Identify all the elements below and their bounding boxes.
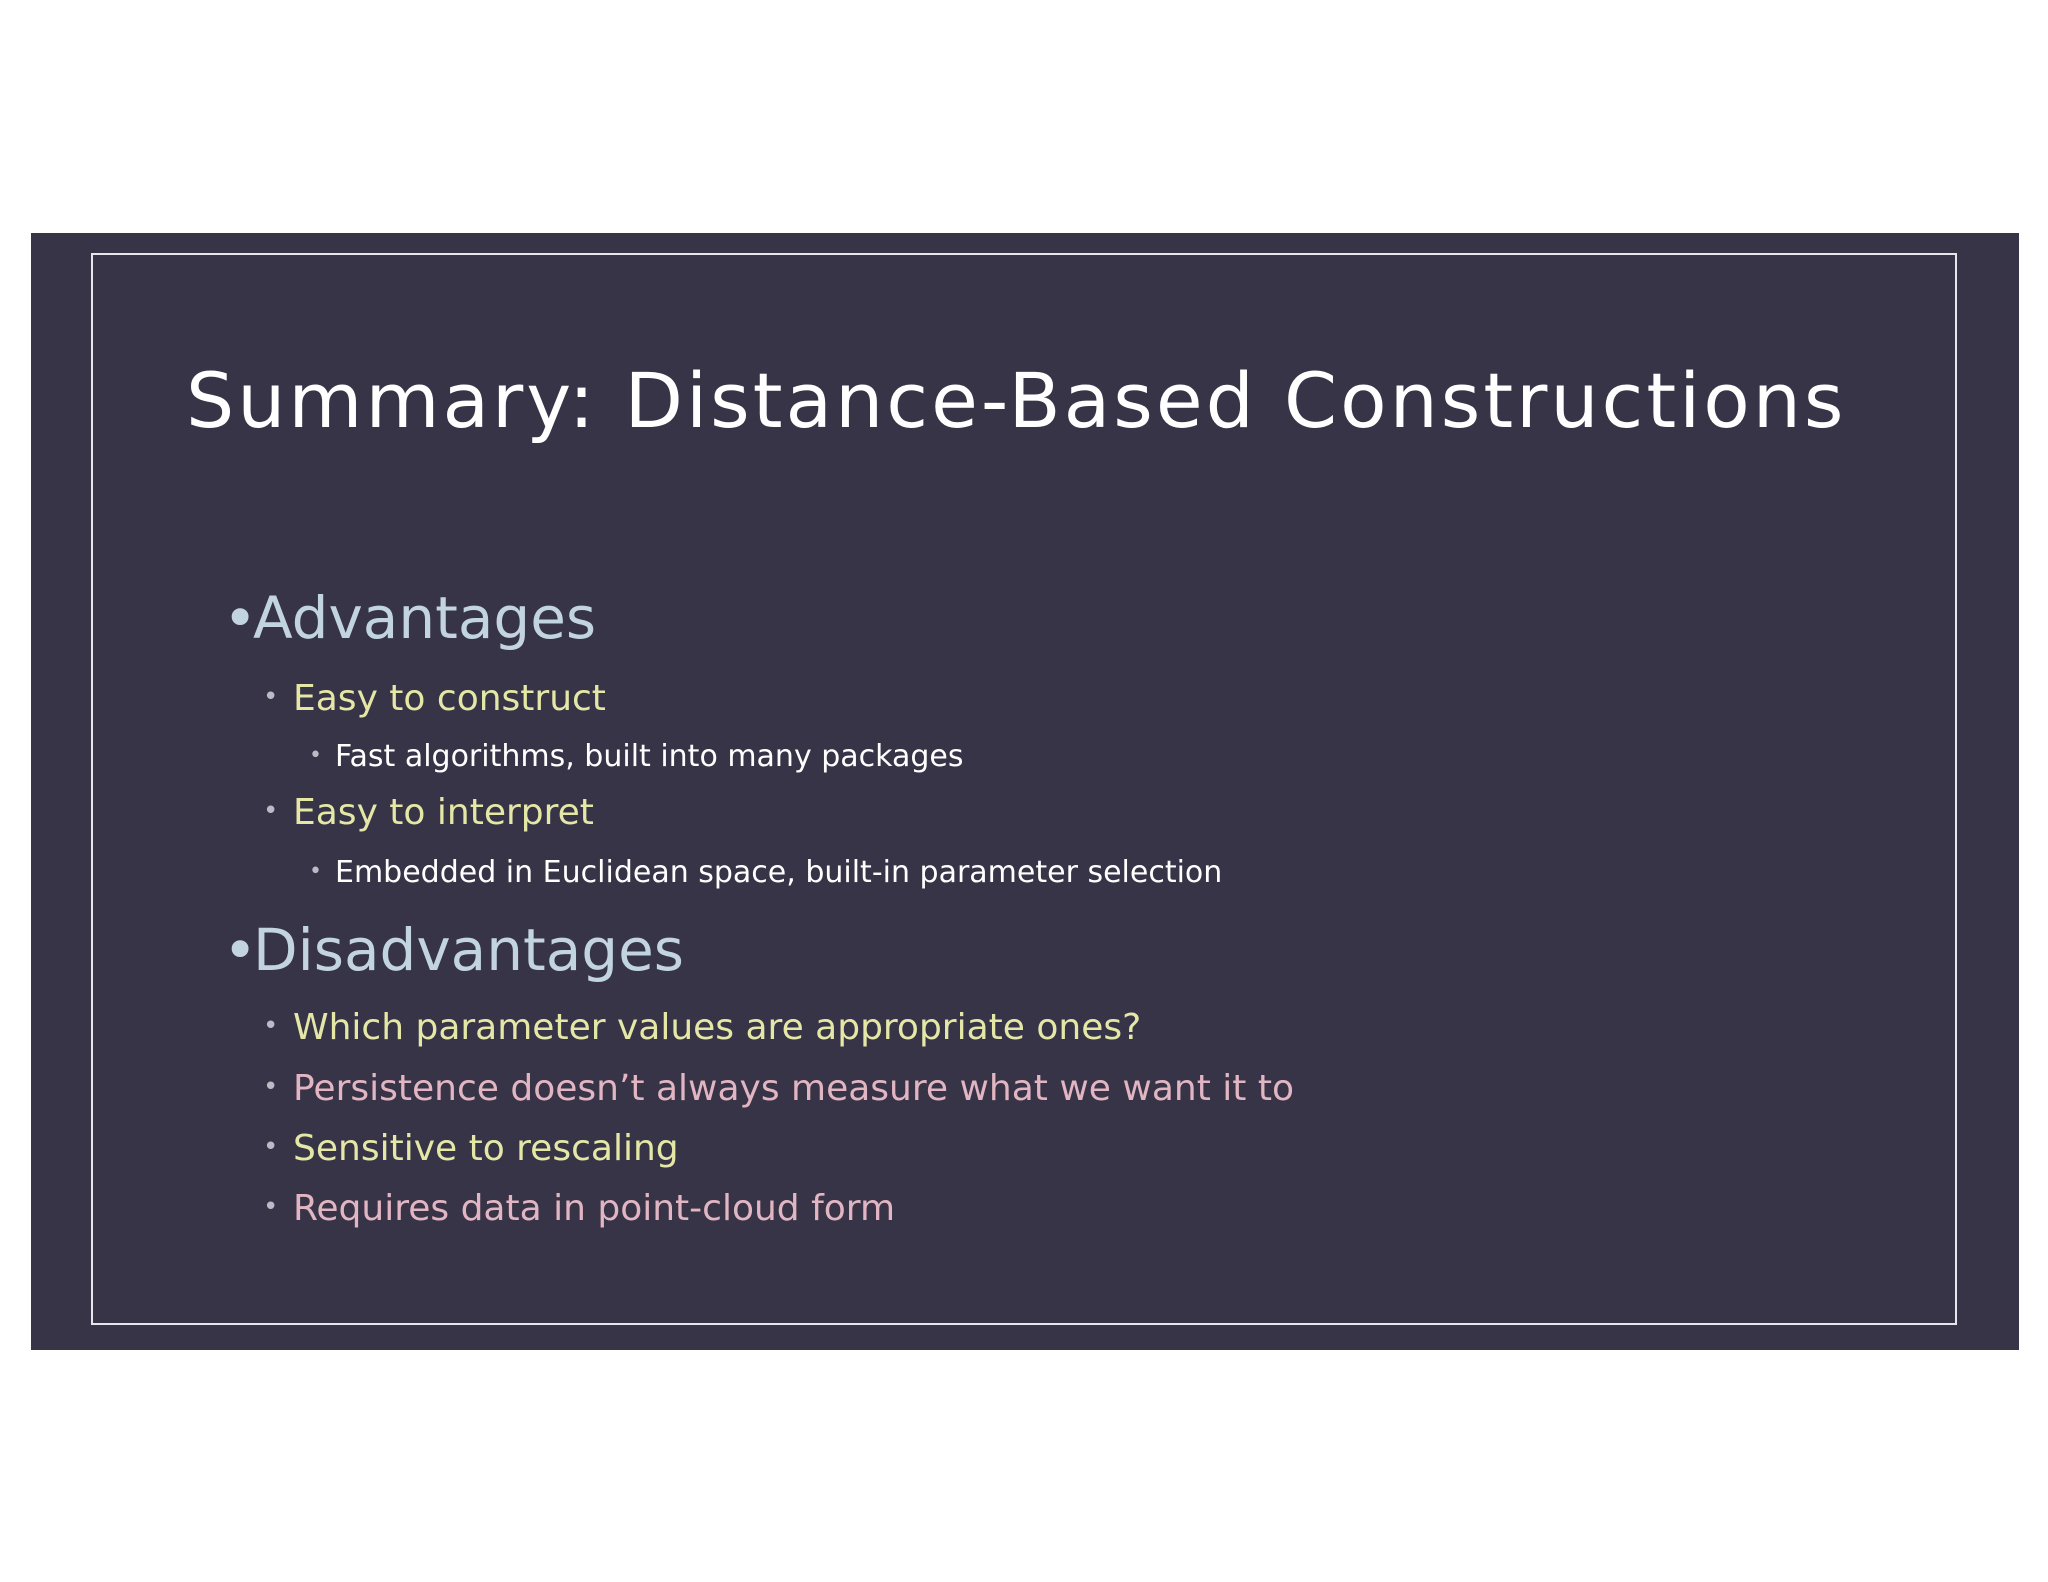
advantage-text: Easy to interpret [293,792,594,833]
advantages-heading [223,584,597,652]
disadvantages-heading [223,916,684,984]
advantage-item [263,792,594,833]
disadvantage-text: Requires data in point-cloud form [293,1188,896,1229]
bullet-icon: • [309,859,322,884]
advantage-detail [309,855,1223,890]
slide-title: Summary: Distance-Based Constructions [186,356,1847,445]
disadvantage-item [263,1007,1142,1048]
advantage-detail [309,739,964,774]
advantage-detail-text: Fast algorithms, built into many packages [335,739,964,774]
advantage-text: Easy to construct [293,678,606,719]
disadvantages-label: Disadvantages [253,916,684,984]
advantage-item [263,678,606,719]
bullet-icon: • [263,1072,279,1102]
disadvantage-item [263,1068,1294,1109]
disadvantage-text: Which parameter values are appropriate ones? [293,1007,1142,1048]
slide [31,233,2019,1350]
bullet-icon: • [223,584,258,652]
bullet-icon: • [263,1132,279,1162]
advantages-label: Advantages [253,584,597,652]
bullet-icon: • [263,1011,279,1041]
disadvantage-item [263,1128,679,1169]
disadvantage-text: Persistence doesn’t always measure what we want it to [293,1068,1294,1109]
advantage-detail-text: Embedded in Euclidean space, built-in parameter selection [335,855,1223,890]
bullet-icon: • [263,682,279,712]
disadvantage-item [263,1188,896,1229]
bullet-icon: • [309,743,322,768]
bullet-icon: • [263,796,279,826]
disadvantage-text: Sensitive to rescaling [293,1128,679,1169]
bullet-icon: • [263,1192,279,1222]
bullet-icon: • [223,916,258,984]
